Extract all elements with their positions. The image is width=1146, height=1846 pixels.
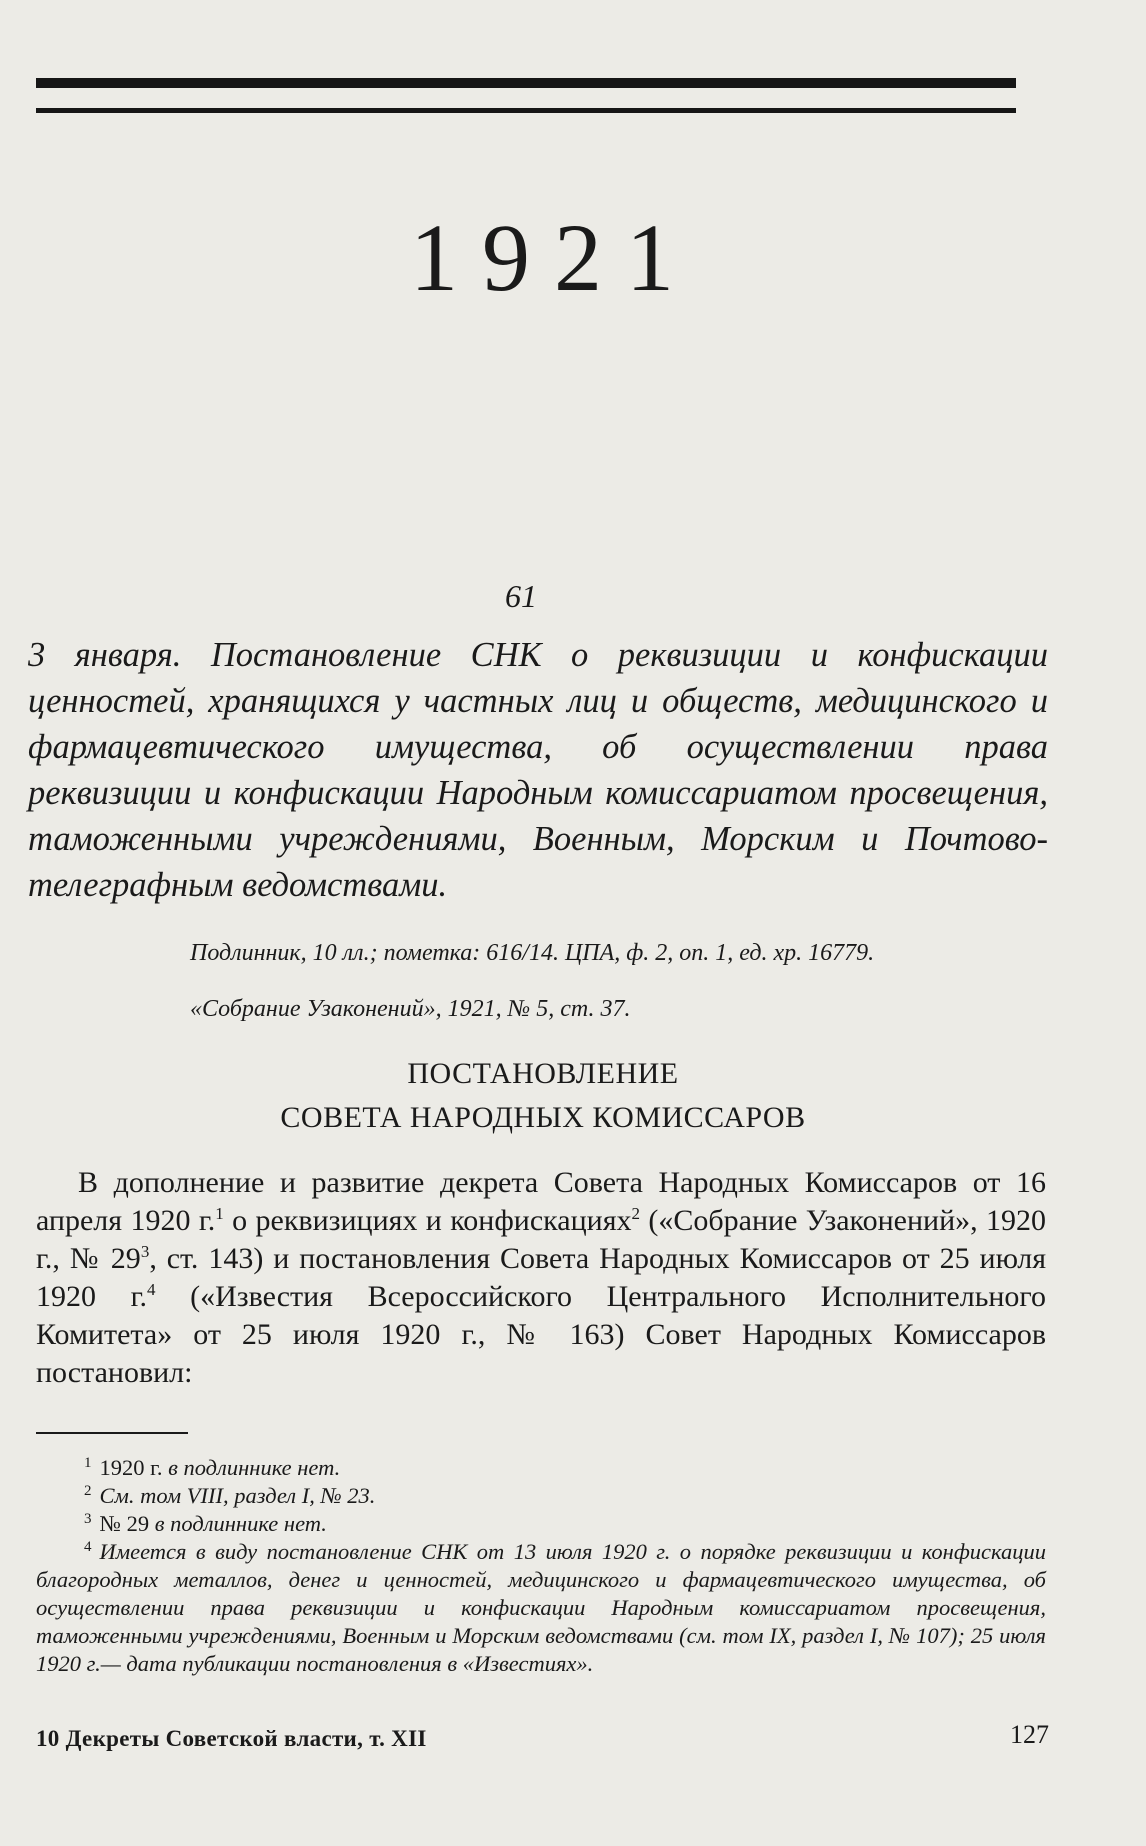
decree-body-paragraph	[36, 1164, 1046, 1392]
footnote-number: 4	[84, 1538, 92, 1555]
document-title: 3 января. Постановление СНК о реквизиции и конфискации ценностей, хранящихся у частных лиц и обществ, медицинского и фармацевтического имущества, об осуществлении права реквизиции и конфискации Народным комиссариатом просвещения, таможенными учреждениями, Военным, Морским и Почтово-телеграфным ведомствами.	[28, 636, 1048, 904]
footnote-text: См. том VIII, раздел I, № 23.	[99, 1483, 376, 1508]
footnote-lead: № 29	[99, 1511, 150, 1536]
footnote-text: в подлиннике нет.	[149, 1511, 327, 1536]
footnote-lead: 1920 г.	[99, 1455, 163, 1480]
footnote-separator	[36, 1432, 188, 1434]
footnote-number: 3	[84, 1510, 92, 1527]
footnote-ref: 4	[147, 1280, 156, 1299]
footnotes	[36, 1454, 1046, 1678]
footnote-text: Имеется в виду постановление СНК от 13 июля 1920 г. о порядке реквизиции и конфискации благородных металлов, денег и ценностей, медицинского и фармацевтического имущества, об осуществлении права реквизиции и конфискации Народным комиссариатом просвещения, таможенными учреждениями, Военным и Морским ведомствами (см. том IX, раздел I, № 107); 25 июля 1920 г.— дата публикации постановления в «Известиях».	[36, 1539, 1046, 1676]
footnote	[36, 1454, 1046, 1482]
footnote	[36, 1510, 1046, 1538]
decree-heading-line2: СОВЕТА НАРОДНЫХ КОМИССАРОВ	[280, 1101, 806, 1134]
footnote-ref: 1	[215, 1204, 224, 1223]
body-text-part: («Известия Всероссийского Центрального Исполнительного Комитета» от 25 июля 1920 г., № 163) Совет Народных Комиссаров постановил:	[36, 1280, 1046, 1389]
header-rule-thick	[36, 78, 1016, 88]
footnote-ref: 2	[631, 1204, 641, 1223]
signature-mark: 10 Декреты Советской власти, т. XII	[36, 1726, 427, 1751]
body-text-part: («Собрание Узаконений», 1920 г., № 29	[36, 1204, 1047, 1275]
year-heading: 1921	[410, 204, 698, 311]
source-publication: «Собрание Узаконений», 1921, № 5, ст. 37.	[190, 996, 631, 1022]
footnote-ref: 3	[140, 1242, 150, 1261]
header-rule-thin	[36, 108, 1016, 113]
document-number: 61	[505, 578, 537, 614]
footnote-number: 2	[84, 1482, 92, 1499]
decree-heading-line1: ПОСТАНОВЛЕНИЕ	[407, 1057, 679, 1090]
body-text-part: В дополнение и развитие декрета Совета Народных Комиссаров от 16 апреля 1920 г.	[36, 1166, 1046, 1237]
body-text-part: о реквизициях и конфискациях	[223, 1204, 632, 1237]
page-number: 127	[1010, 1720, 1049, 1749]
source-original: Подлинник, 10 лл.; пометка: 616/14. ЦПА, ф. 2, оп. 1, ед. хр. 16779.	[190, 940, 875, 966]
footnote-number: 1	[84, 1454, 92, 1471]
footnote-text: в подлиннике нет.	[162, 1455, 341, 1480]
footnote	[36, 1482, 1046, 1510]
footnote	[36, 1538, 1046, 1678]
body-text-part: , ст. 143) и постановления Совета Народных Комиссаров от 25 июля 1920 г.	[36, 1242, 1047, 1313]
